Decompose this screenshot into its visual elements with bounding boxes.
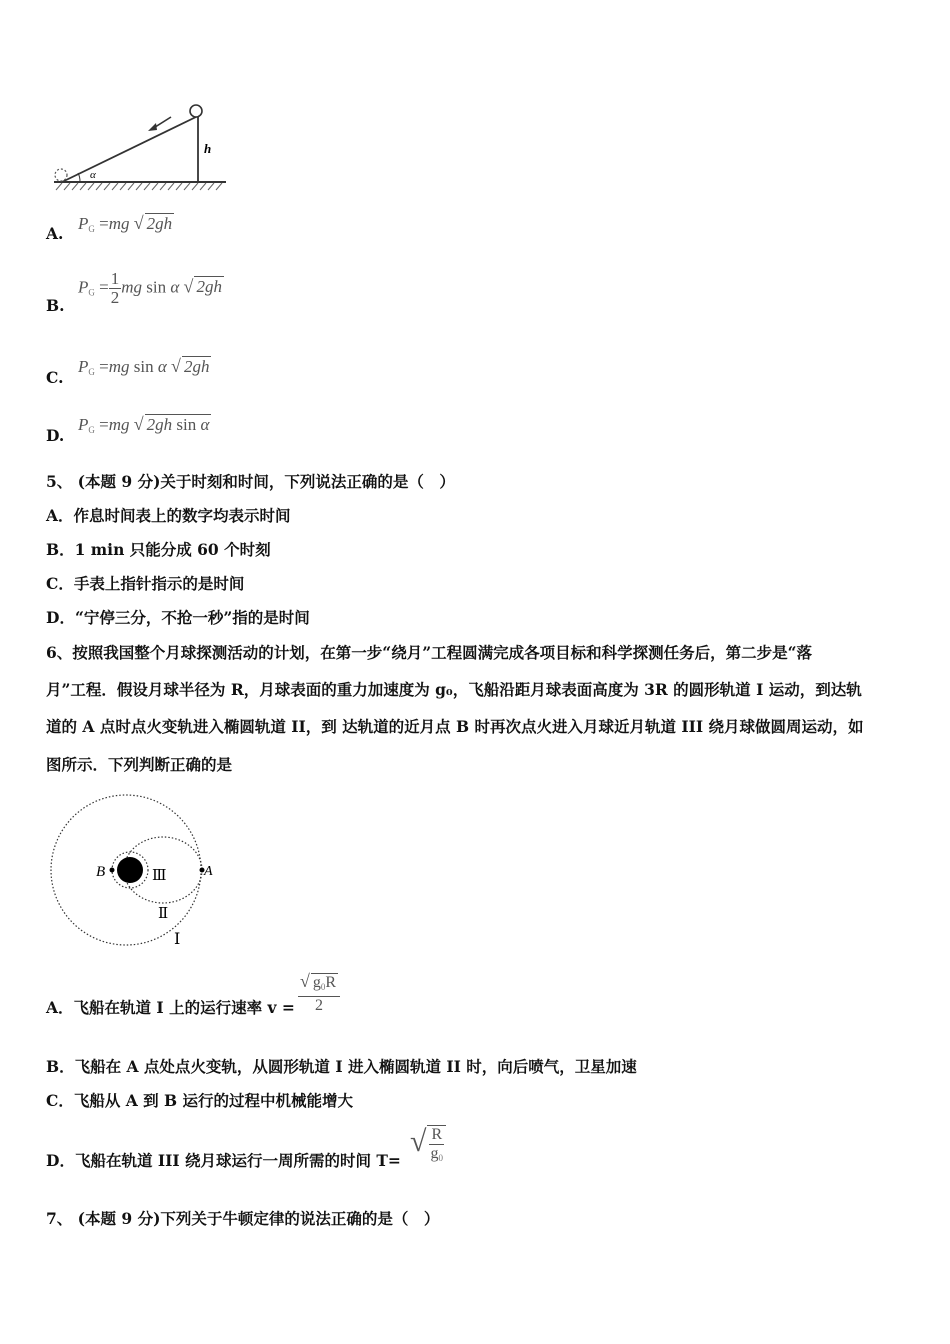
q6-option-c: C．飞船从 A 到 B 运行的过程中机械能增大: [46, 1091, 354, 1110]
ball-top: [190, 105, 202, 117]
label-b: B: [96, 864, 106, 880]
q6-stem-line-3: 道的 A 点时点火变轨进入椭圆轨道 II，到 达轨道的近月点 B 时再次点火进入月球近月轨道 III 绕月球做圆周运动，如: [46, 717, 864, 736]
q6-stem-line-4: 图所示．下列判断正确的是: [46, 755, 233, 774]
incline-figure: [48, 100, 233, 195]
label-a: A: [204, 864, 213, 879]
label-II: Ⅱ: [158, 904, 169, 922]
q6-option-b: B．飞船在 A 点处点火变轨，从圆形轨道 I 进入椭圆轨道 II 时，向后喷气，卫星加速: [46, 1057, 637, 1076]
q5-option-b: B．1 min 只能分成 60 个时刻: [46, 540, 271, 559]
q5-option-d: D．“宁停三分，不抢一秒”指的是时间: [46, 608, 310, 627]
ball-bottom: [55, 169, 67, 181]
arrow-head: [148, 123, 157, 131]
alpha-label: α: [90, 169, 96, 181]
q4-option-c-formula: $P_G =mg$ sin α √ 2gh: [78, 356, 210, 377]
h-label: h: [204, 141, 212, 156]
q4-option-a-formula: $P_G =mg$ √ 2gh: [78, 213, 173, 234]
moon: [117, 857, 143, 883]
q6-option-d: D．飞船在轨道 III 绕月球运行一周所需的时间 T=: [46, 1151, 401, 1170]
q5-option-a: A．作息时间表上的数字均表示时间: [46, 506, 291, 525]
q4-option-b-label: B.: [46, 296, 65, 315]
point-b: [110, 868, 115, 873]
q6-option-d-formula: √ $\frac{R}{g_0}$: [410, 1125, 446, 1167]
q4-option-c-label: C.: [46, 368, 64, 387]
q6-stem-line-1: 6、按照我国整个月球探测活动的计划，在第一步“绕月”工程圆满完成各项目标和科学探测任务后，第二步是“落: [46, 643, 813, 662]
orbit-figure: [48, 792, 218, 952]
label-I: Ⅰ: [174, 929, 181, 948]
label-III: Ⅲ: [152, 866, 167, 884]
q6-stem-line-2: 月”工程．假设月球半径为 R，月球表面的重力加速度为 g₀，飞船沿距月球表面高度为 3R 的圆形轨道 I 运动，到达轨: [46, 680, 862, 699]
incline-surface: [62, 116, 198, 182]
q4-option-b-formula: $P_G$ = $\frac{1}{2}$ mg sin α √ 2gh: [78, 269, 222, 307]
q4-option-d-label: D.: [46, 426, 65, 445]
q4-option-a-label: A.: [46, 224, 64, 243]
q7-stem: 7、 (本题 9 分)下列关于牛顿定律的说法正确的是（ ）: [46, 1209, 440, 1228]
ground-hatch: [56, 183, 222, 190]
q5-option-c: C．手表上指针指示的是时间: [46, 574, 245, 593]
q6-option-a-formula: $\frac{√ g_0R}{2}$: [298, 972, 340, 1015]
q4-option-d-formula: $P_G =mg$ √ 2gh sin α: [78, 414, 210, 435]
q5-stem: 5、 (本题 9 分)关于时刻和时间，下列说法正确的是（ ）: [46, 472, 455, 491]
q6-option-a: A．飞船在轨道 I 上的运行速率 v =: [46, 998, 295, 1017]
